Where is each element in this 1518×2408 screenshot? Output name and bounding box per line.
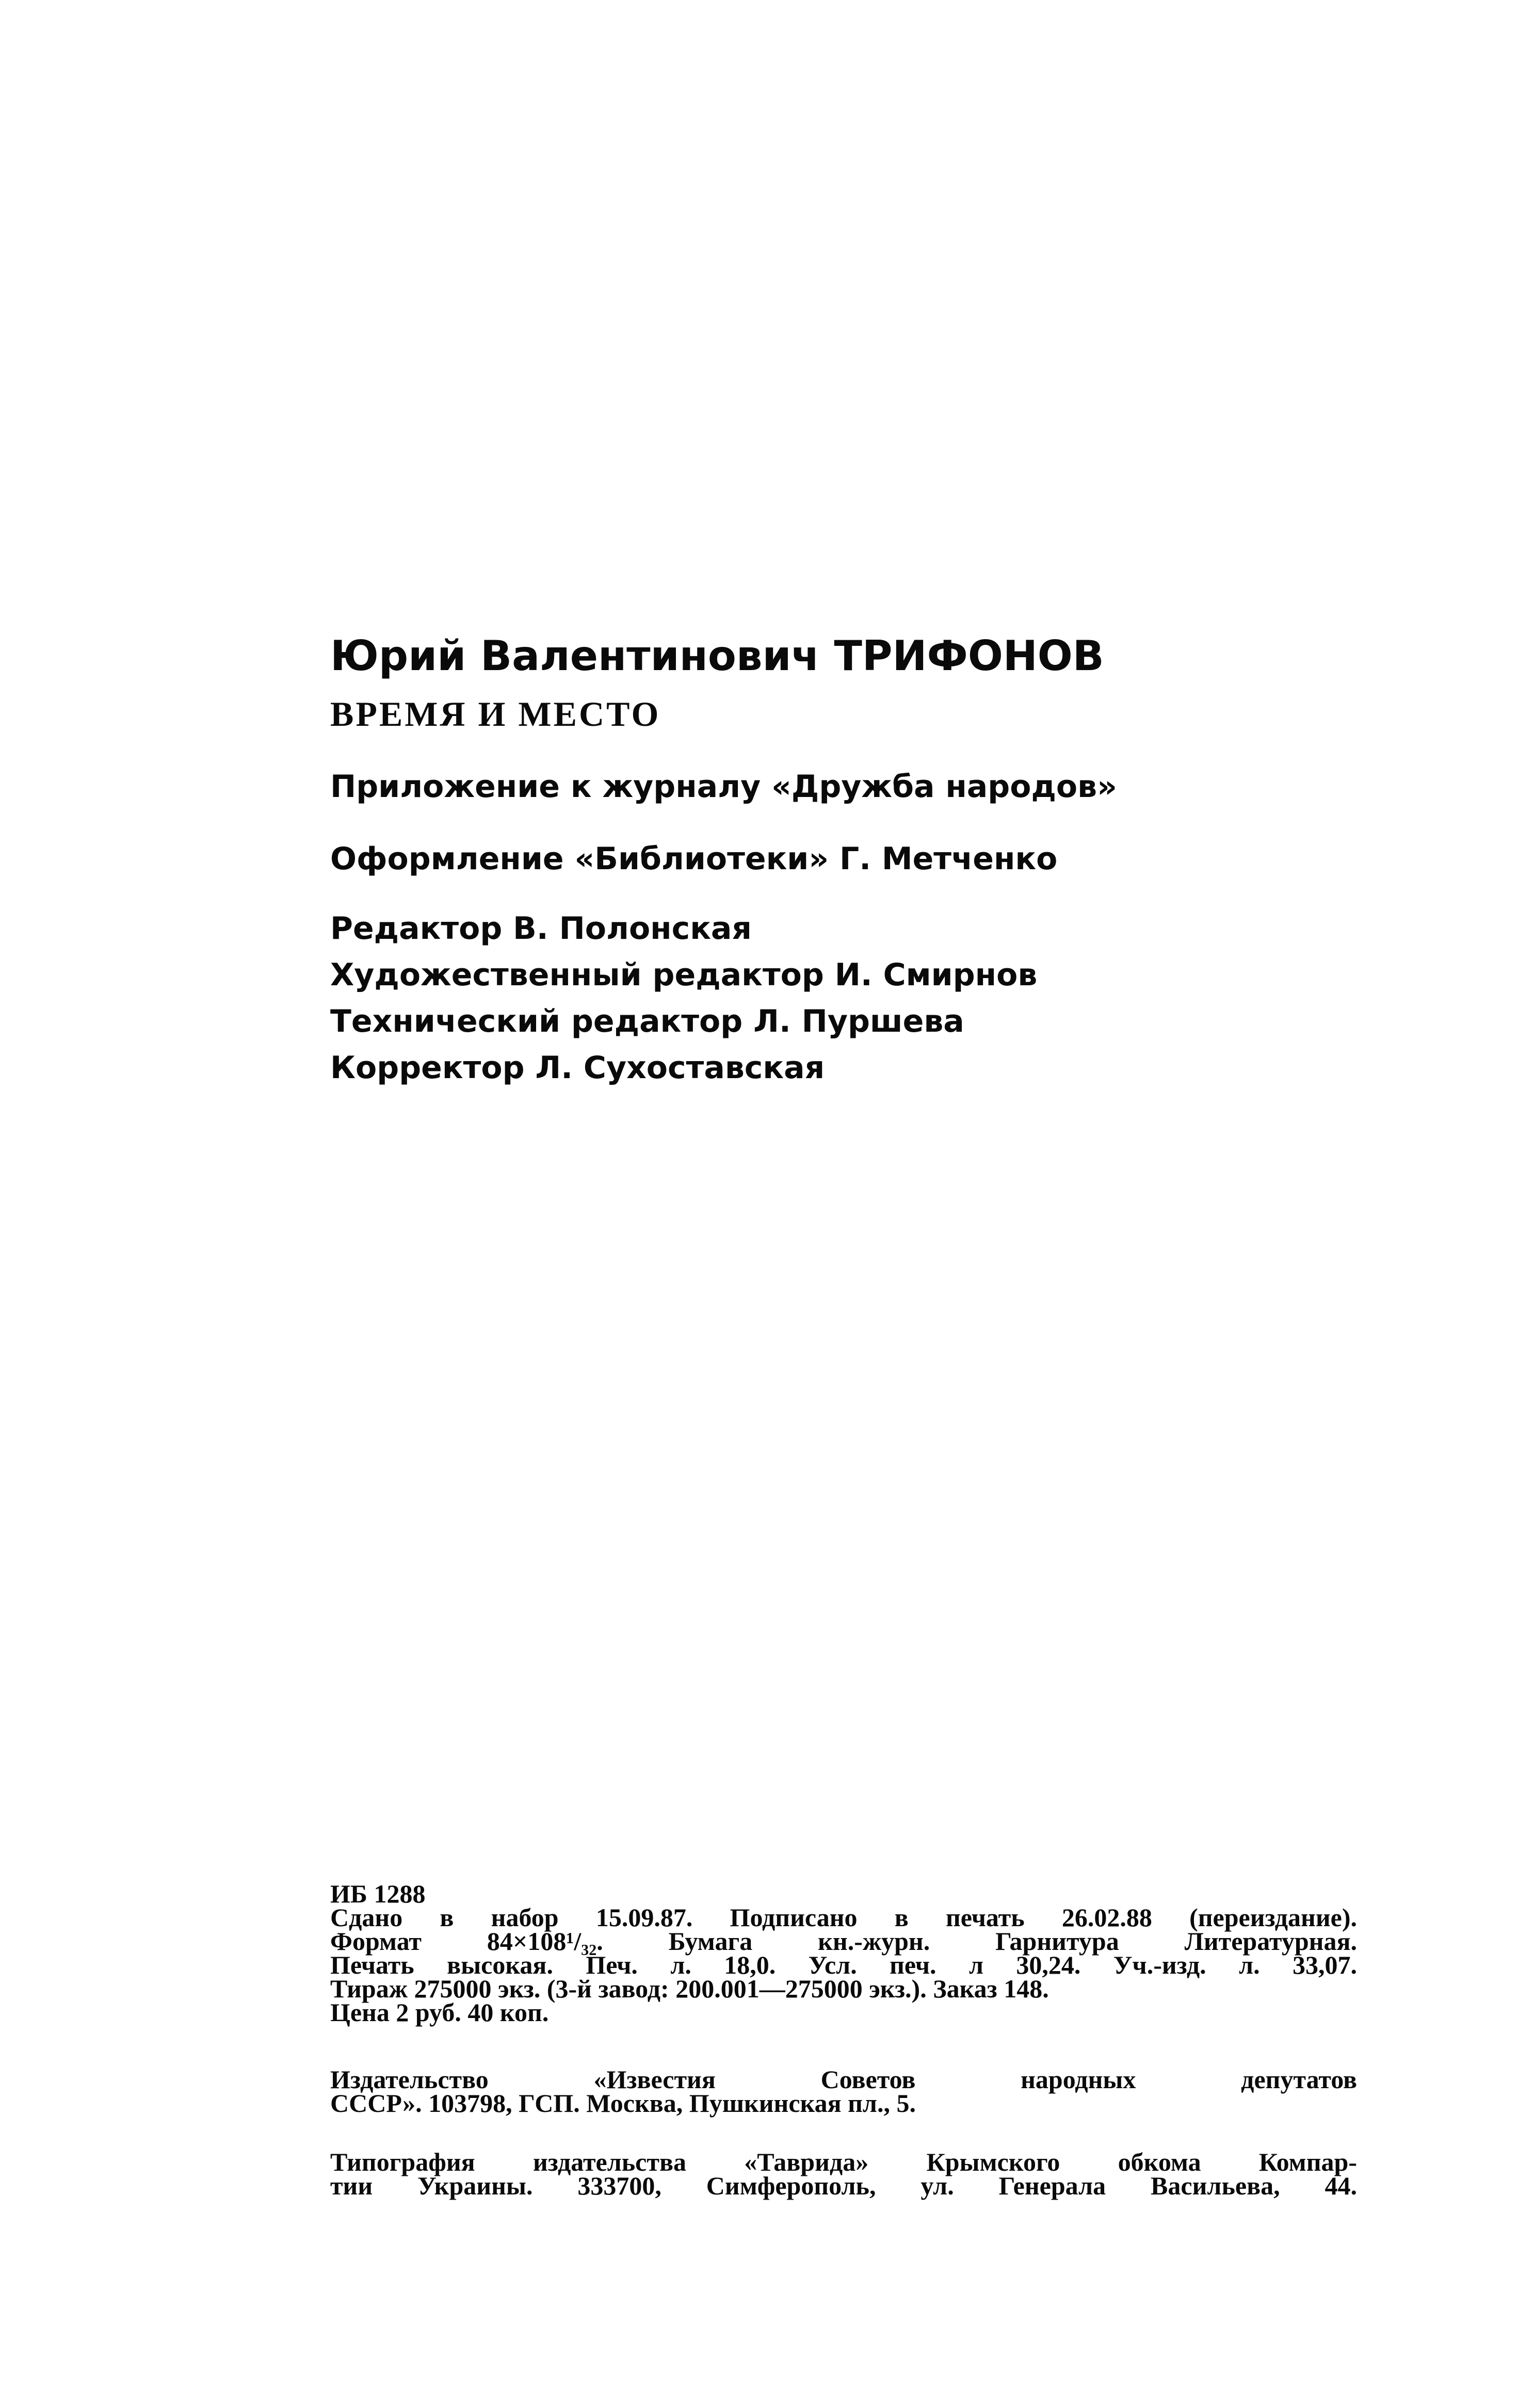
supplement-note: Приложение к журналу «Дружба народов» [330,769,1117,805]
imprint-specs [330,1879,1357,2027]
publisher-line: Издательство «Известия Советов народных депутатов [330,2065,1357,2094]
printer-line: Типография издательства «Таврида» Крымского обкома Компар- [330,2147,1357,2176]
spec-line: Формат 84×108¹/₃₂. Бумага кн.-журн. Гарнитура Литературная. [330,1927,1357,1956]
credit-art-editor: Художественный редактор И. Смирнов [330,957,1038,993]
price-line: Цена 2 руб. 40 коп. [330,1998,549,2027]
printer-line: тии Украины. 333700, Симферополь, ул. Генерала Васильева, 44. [330,2171,1357,2200]
book-title: ВРЕМЯ И МЕСТО [330,694,661,734]
credit-proofreader: Корректор Л. Сухоставская [330,1050,825,1086]
spec-line: Сдано в набор 15.09.87. Подписано в печать 26.02.88 (переиздание). [330,1903,1357,1932]
author-name: Юрий Валентинович ТРИФОНОВ [330,632,1104,680]
credit-tech-editor: Технический редактор Л. Пуршева [330,1003,964,1039]
ib-number: ИБ 1288 [330,1879,426,1908]
printer-info [330,2147,1357,2200]
spec-line: Печать высокая. Печ. л. 18,0. Усл. печ. л 30,24. Уч.-изд. л. 33,07. [330,1950,1357,1979]
credit-editor: Редактор В. Полонская [330,910,752,947]
publisher-line: СССР». 103798, ГСП. Москва, Пушкинская пл., 5. [330,2089,916,2118]
publisher-info [330,2065,1357,2118]
spec-line: Тираж 275000 экз. (3-й завод: 200.001—275000 экз.). Заказ 148. [330,1974,1049,2003]
design-credit: Оформление «Библиотеки» Г. Метченко [330,841,1058,877]
